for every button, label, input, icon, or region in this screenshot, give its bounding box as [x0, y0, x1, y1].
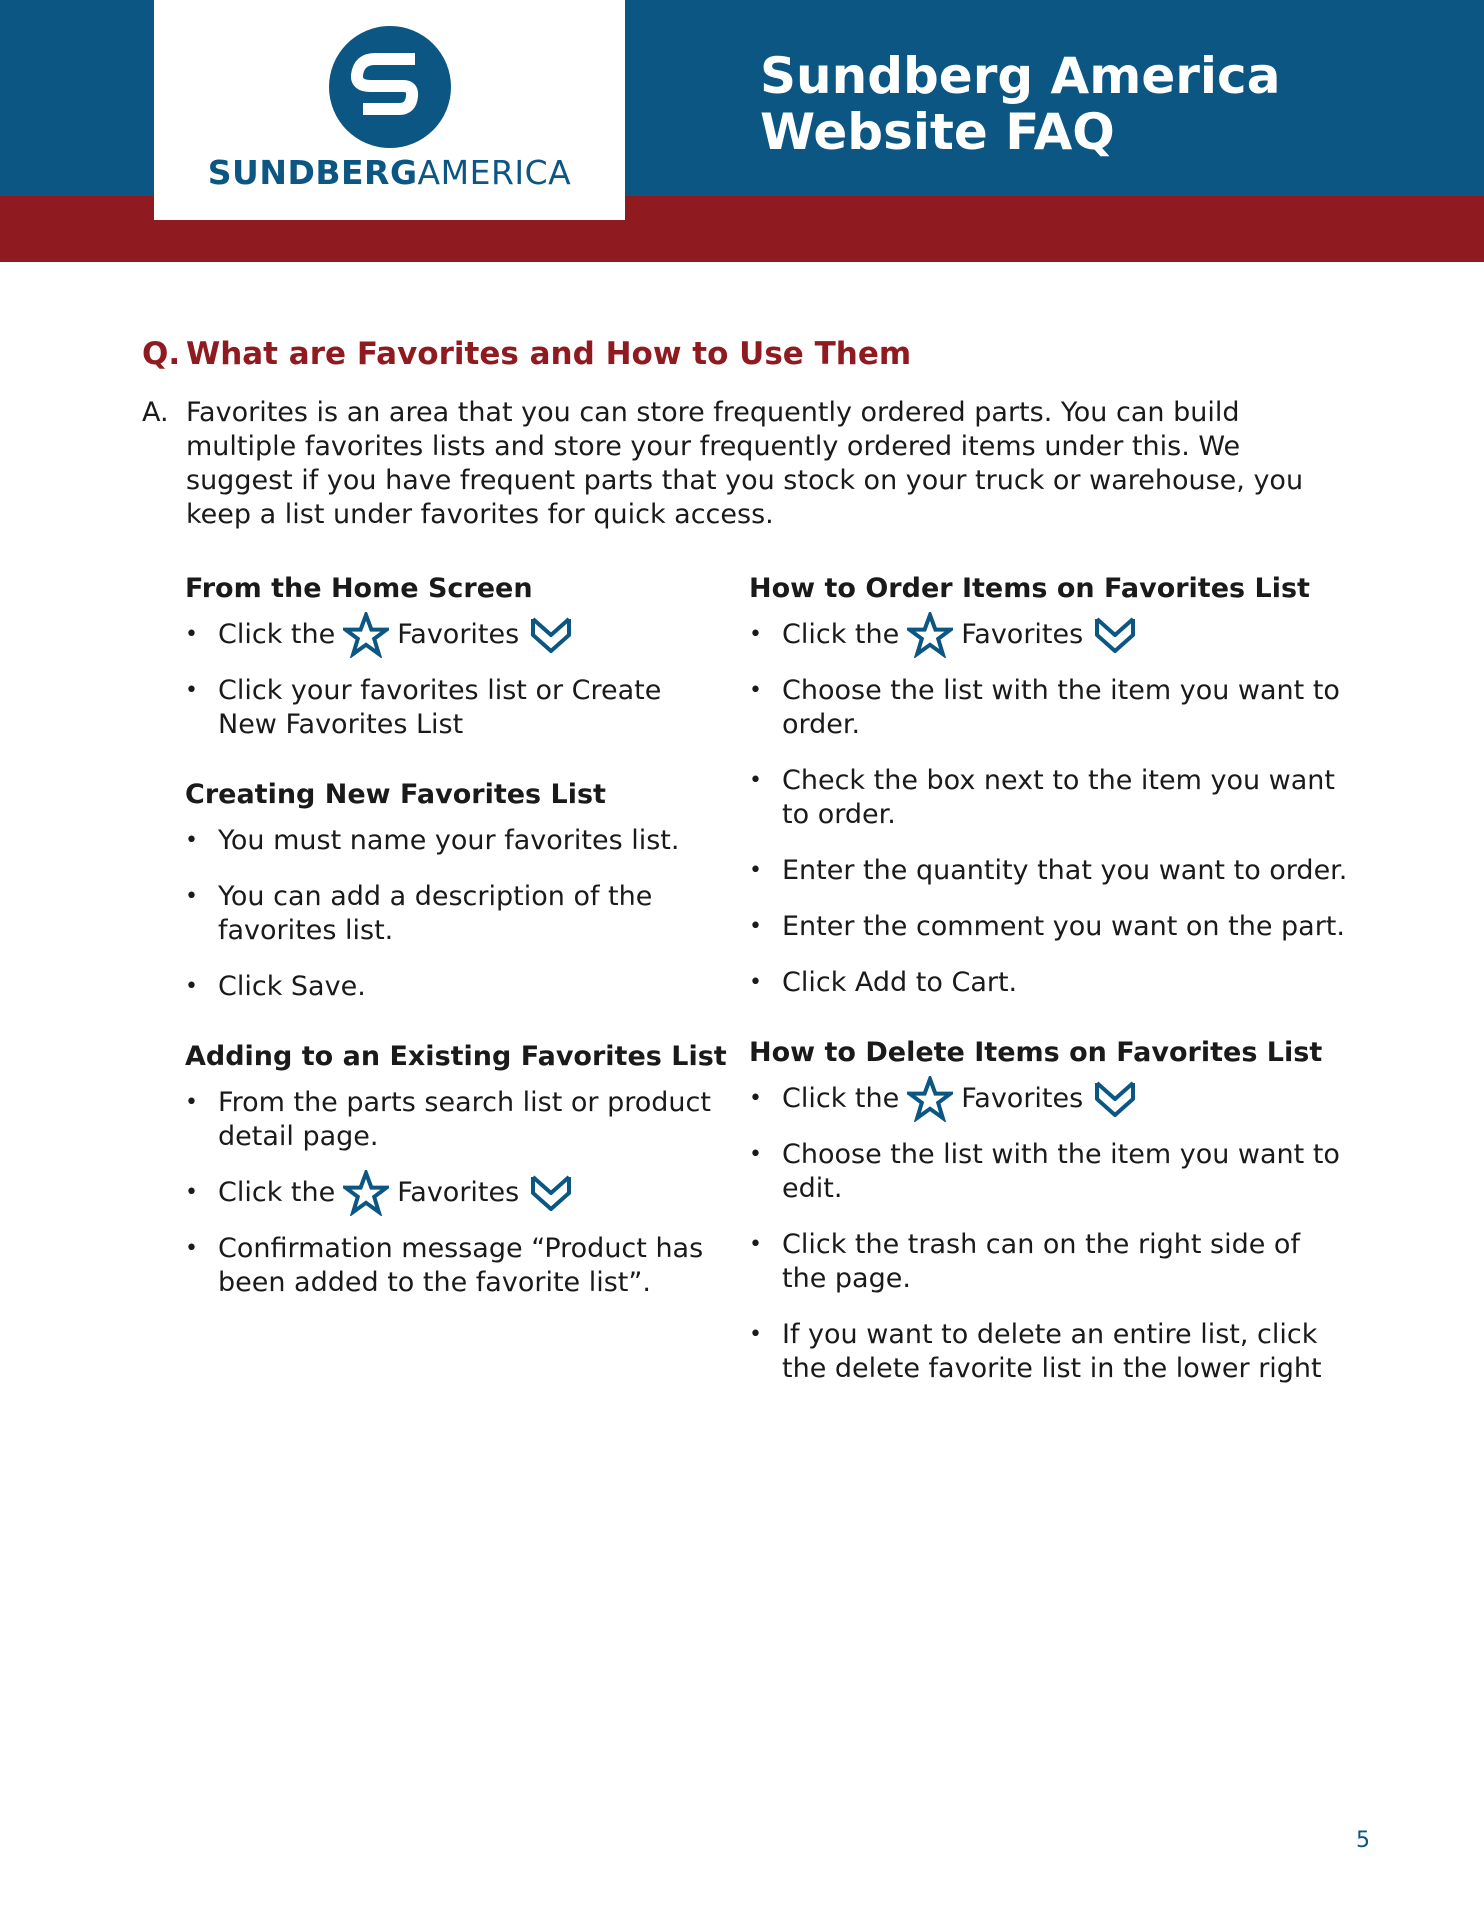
answer-label: A.: [142, 397, 169, 428]
list-item: • Check the box next to the item you want to order.: [749, 764, 1349, 832]
list-item: • You can add a description of the favorites list.: [185, 880, 715, 948]
page-title-line2: Website FAQ: [760, 103, 1115, 161]
star-outline-icon: [907, 612, 953, 658]
section-ordering: [749, 572, 1349, 1000]
company-logo: [154, 0, 625, 220]
logo-wordmark: [154, 153, 625, 192]
logo-wordmark-light: AMERICA: [417, 153, 572, 192]
section-heading: How to Delete Items on Favorites List: [749, 1037, 1323, 1068]
section-heading: How to Order Items on Favorites List: [749, 573, 1310, 604]
list-item: • Click your favorites list or Create New Favorites List: [185, 674, 715, 742]
section-home-screen: [185, 572, 715, 742]
bullet-list: [185, 618, 715, 742]
list-item: • Confirmation message “Product has been added to the favorite list”.: [185, 1232, 715, 1300]
list-item: • Choose the list with the item you want to edit.: [749, 1138, 1349, 1206]
chevron-down-icon: [1093, 613, 1137, 657]
list-item: [185, 618, 715, 652]
list-item: [185, 1176, 715, 1210]
bullet-list: [749, 618, 1349, 1000]
faq-question: [142, 336, 1342, 372]
favorites-text: Favorites: [397, 1177, 520, 1208]
logo-wordmark-bold: SUNDBERG: [207, 153, 418, 192]
bullet-list: [185, 1086, 715, 1300]
click-the-text: Click the: [218, 1177, 336, 1208]
sundberg-s-logo-icon: [329, 26, 451, 148]
click-the-text: Click the: [782, 619, 900, 650]
list-item: • If you want to delete an entire list, click the delete favorite list in the lower right: [749, 1318, 1349, 1386]
section-adding-to-list: [185, 1040, 727, 1300]
click-the-text: Click the: [218, 619, 336, 650]
favorites-text: Favorites: [397, 619, 520, 650]
favorites-text: Favorites: [961, 1083, 1084, 1114]
faq-answer: [142, 396, 1342, 532]
list-item: • Enter the comment you want on the part.: [749, 910, 1349, 944]
chevron-down-icon: [1093, 1077, 1137, 1121]
left-column: [185, 572, 727, 1300]
favorites-text: Favorites: [961, 619, 1084, 650]
question-label: Q.: [142, 336, 181, 372]
chevron-down-icon: [529, 613, 573, 657]
page-title: [760, 48, 1420, 160]
page-number: 5: [1356, 1828, 1370, 1853]
list-item: • Choose the list with the item you want to order.: [749, 674, 1349, 742]
click-the-text: Click the: [782, 1083, 900, 1114]
list-item: [749, 1082, 1349, 1116]
star-outline-icon: [343, 1170, 389, 1216]
right-column: [749, 572, 1349, 1386]
list-item: [749, 618, 1349, 652]
section-heading: Adding to an Existing Favorites List: [185, 1041, 727, 1072]
list-item: • Click Save.: [185, 970, 715, 1004]
bullet-list: [749, 1082, 1349, 1386]
star-outline-icon: [907, 1076, 953, 1122]
question-text: What are Favorites and How to Use Them: [186, 336, 912, 372]
list-item: • You must name your favorites list.: [185, 824, 715, 858]
answer-text: Favorites is an area that you can store frequently ordered parts. You can build multiple favorites lists and store your frequently ordered items under this. We suggest if you have frequent parts that you stock on your truck or warehouse, you keep a list under favorites for quick access.: [186, 397, 1304, 530]
list-item: • Enter the quantity that you want to order.: [749, 854, 1349, 888]
section-heading: From the Home Screen: [185, 573, 533, 604]
star-outline-icon: [343, 612, 389, 658]
section-heading: Creating New Favorites List: [185, 779, 606, 810]
bullet-list: [185, 824, 715, 1004]
chevron-down-icon: [529, 1171, 573, 1215]
list-item: • Click the trash can on the right side of the page.: [749, 1228, 1349, 1296]
page-title-line1: Sundberg America: [760, 47, 1281, 105]
section-creating-list: [185, 778, 715, 1004]
list-item: • From the parts search list or product detail page.: [185, 1086, 715, 1154]
list-item: • Click Add to Cart.: [749, 966, 1349, 1000]
section-deleting: [749, 1036, 1349, 1386]
